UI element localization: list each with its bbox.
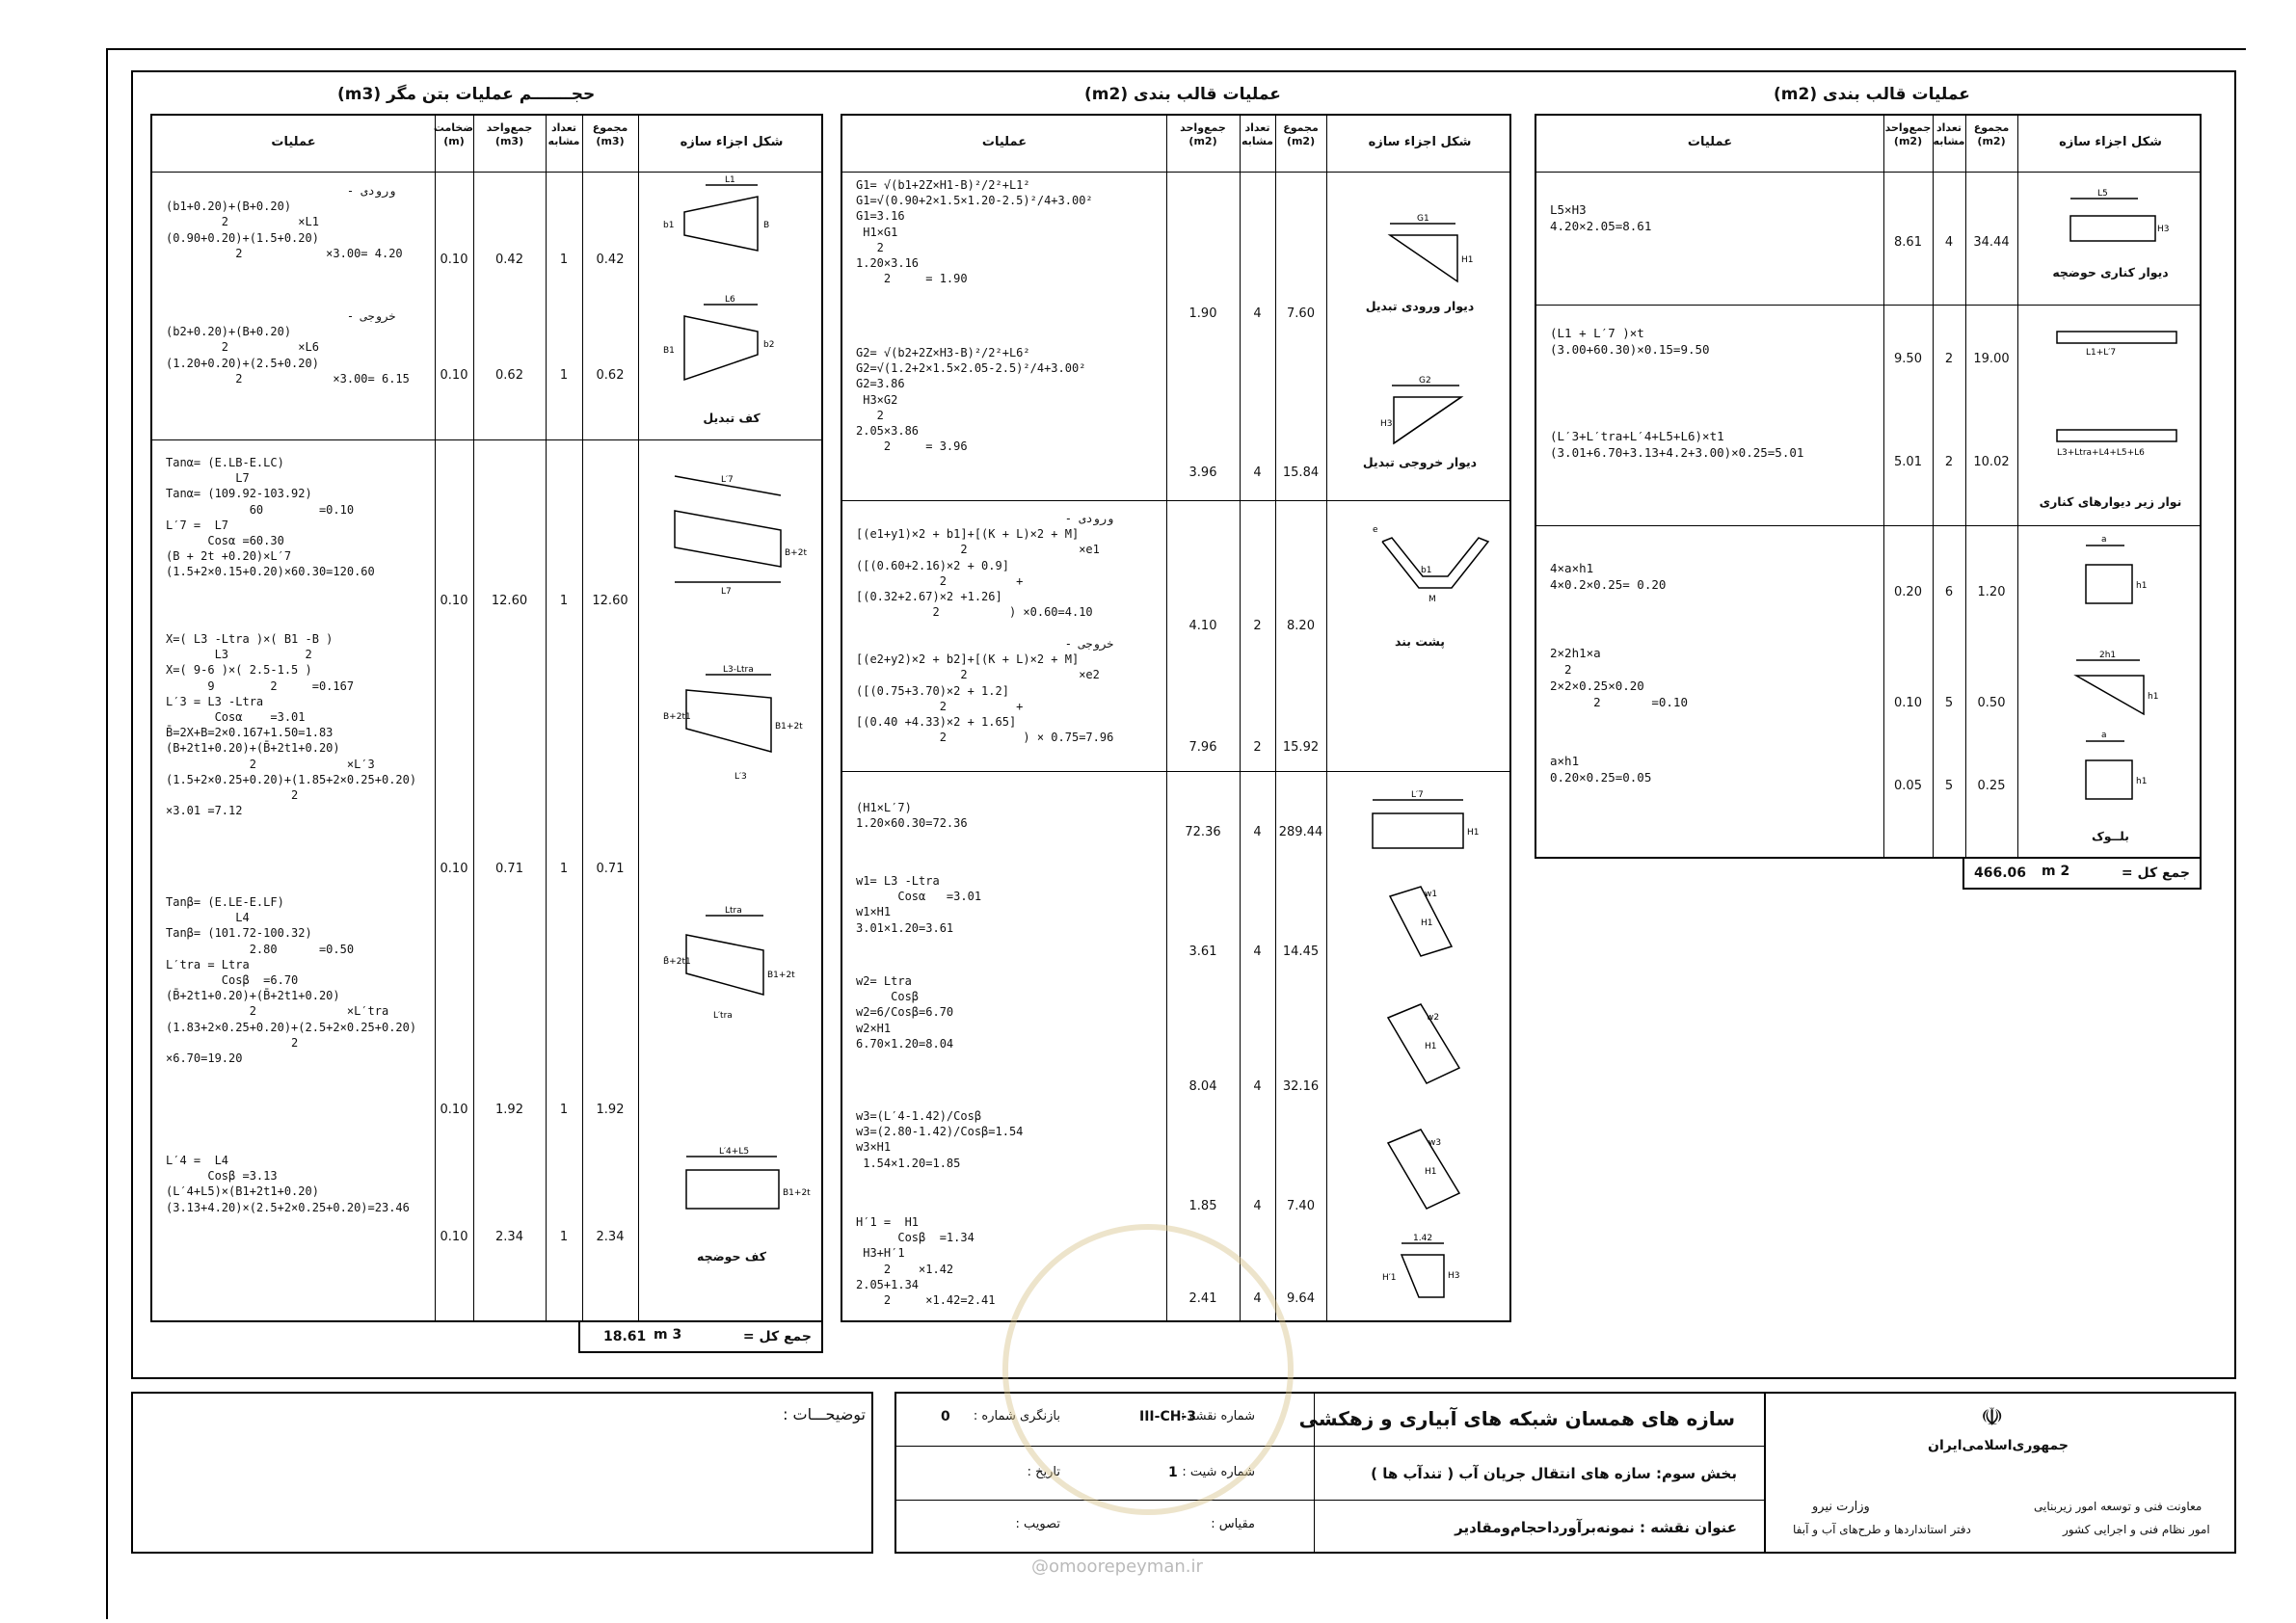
t3-r3-thk: 0.10 [440, 862, 468, 876]
section-value: بخش سوم: سازه های انتقال جریان آب ( تندآب ها ) [1371, 1465, 1737, 1482]
t3-r5-ops: L′4 = L4 Cosβ =3.13 (L′4+L5)×(B1+2t1+0.20) (3.13+4.20)×(2.5+2×0.25+0.20)=23.46 [166, 1154, 410, 1214]
t2-r8-total: 9.64 [1287, 1291, 1315, 1306]
svg-text:L3-Ltra: L3-Ltra [723, 665, 754, 675]
t1-r5-unit: 0.05 [1894, 779, 1922, 793]
t3-r5-unit: 2.34 [495, 1230, 523, 1244]
svg-text:a: a [2101, 535, 2107, 545]
t3-r5-total: 2.34 [596, 1230, 625, 1244]
t2-r6-total: 32.16 [1282, 1079, 1320, 1094]
svg-text:L1+L′7: L1+L′7 [2086, 348, 2117, 358]
t2-r7-total: 7.40 [1287, 1199, 1315, 1213]
emblem-icon: ☫ [1981, 1403, 2004, 1432]
t1-r0-count: 4 [1944, 235, 1954, 250]
t2-r6-shape [1382, 995, 1488, 1101]
t2-h-shape: شکل اجزاء سازه [1368, 135, 1472, 149]
t1-r0-shape [2057, 187, 2170, 254]
t2-r4-total: 289.44 [1278, 825, 1323, 839]
svg-text:B1+2t: B1+2t [783, 1188, 811, 1198]
t1-h-count: تعداد مشابه [1933, 121, 1965, 147]
watermark-stamp [1002, 1224, 1294, 1515]
t3-grand-value: 18.61 [603, 1329, 647, 1344]
t3-r3-total: 0.71 [596, 862, 625, 876]
t2-r5-shape [1382, 877, 1488, 973]
svg-text:b1: b1 [1421, 566, 1432, 575]
ministry-name: وزارت نیرو [1812, 1500, 1870, 1514]
svg-text:h1: h1 [2148, 692, 2159, 702]
t3-h-ops: عملیات [271, 135, 316, 149]
t2-r6-ops: w2= Ltra Cosβ w2=6/Cosβ=6.70 w2×H1 6.70×1.20=8.04 [856, 974, 954, 1051]
svg-text:2h1: 2h1 [2099, 651, 2117, 660]
t3-r4-count: 1 [559, 1103, 569, 1117]
svg-text:H3: H3 [2157, 225, 2170, 234]
t3-r4-total: 1.92 [596, 1103, 625, 1117]
t2-r1-count: 4 [1253, 466, 1262, 480]
t3-r1-unit: 0.62 [495, 368, 523, 383]
t3-r2-total: 12.60 [592, 594, 628, 608]
project-title: سازه های همسان شبکه های آبیاری و زهکشی [1298, 1407, 1735, 1430]
dept1-name: معاونت فنی و توسعه امور زیربنایی [2034, 1500, 2203, 1513]
t2-r6-unit: 8.04 [1188, 1079, 1217, 1094]
svg-text:B: B [763, 221, 770, 230]
t1-r5-count: 5 [1944, 779, 1954, 793]
svg-text:B1+2t: B1+2t [767, 971, 795, 980]
t3-r3-count: 1 [559, 862, 569, 876]
t2-r1-caption: دیوار خروجی تبدیل [1362, 455, 1478, 469]
svg-text:w2: w2 [1427, 1013, 1440, 1023]
t2-r2-caption: پشت بند [1394, 634, 1445, 649]
t1-r1-shape [2057, 326, 2192, 374]
t2-r5-unit: 3.61 [1188, 945, 1217, 959]
svg-text:a: a [2101, 731, 2107, 740]
t3-h-unit: جمع‌واحد (m3) [486, 121, 533, 147]
t1-r1-total: 19.00 [1973, 352, 2010, 366]
svg-text:L3+Ltra+L4+L5+L6: L3+Ltra+L4+L5+L6 [2057, 448, 2145, 458]
svg-text:b2: b2 [763, 340, 775, 350]
t2-r8-shape [1382, 1234, 1488, 1311]
t3-r2-ops: Tanα= (E.LB-E.LC) L7 Tanα= (109.92-103.92) 60 =0.10 L′7 = L7 Cosα =60.30 (B + 2t +0.20)×L′7 (1.5+2×0.15+0.20)×60.30=120.60 [166, 456, 375, 579]
svg-text:w3: w3 [1428, 1138, 1442, 1148]
t1-r4-ops: 2×2h1×a 2 2×2×0.25×0.20 2 =0.10 [1550, 646, 1688, 709]
t1-h-shape: شکل اجزاء سازه [2059, 135, 2162, 149]
svg-text:L6: L6 [725, 295, 735, 305]
svg-text:H1: H1 [1425, 1042, 1437, 1051]
t3-r2-count: 1 [559, 594, 569, 608]
t1-r4-unit: 0.10 [1894, 696, 1922, 710]
t1-r3-count: 6 [1944, 585, 1954, 599]
t3-r4-thk: 0.10 [440, 1103, 468, 1117]
t2-r0-ops: G1= √(b1+2Z×H1-B)²/2²+L1² G1=√(0.90+2×1.5×1.20-2.5)²/4+3.00² G1=3.16 H1×G1 2 1.20×3.16 2 = 1.90 [856, 178, 1093, 286]
svg-text:H3: H3 [1380, 419, 1393, 429]
t3-r0-total: 0.42 [596, 253, 625, 267]
svg-text:H3: H3 [1448, 1271, 1460, 1281]
approval-label: تصویب : [1015, 1517, 1060, 1531]
t1-r4-total: 0.50 [1977, 696, 2006, 710]
t2-r4-ops: (H1×L′7) 1.20×60.30=72.36 [856, 801, 968, 831]
t1-r0-caption: دیوار کناری حوضچه [2052, 265, 2169, 279]
t1-r3-unit: 0.20 [1894, 585, 1922, 599]
watermark-text: @omoorepeyman.ir [1031, 1556, 1203, 1577]
sheet-no-value: 1 [1168, 1465, 1178, 1480]
t3-r3-unit: 0.71 [495, 862, 523, 876]
t2-title: عملیات قالب بندی (m2) [1084, 85, 1281, 104]
t3-r0-thk: 0.10 [440, 253, 468, 267]
svg-text:H1: H1 [1421, 918, 1433, 928]
t2-r0-count: 4 [1253, 306, 1262, 321]
t3-h-shape: شکل اجزاء سازه [680, 135, 784, 149]
t1-h-unit: جمع‌واحد (m2) [1884, 121, 1932, 147]
t2-r7-unit: 1.85 [1188, 1199, 1217, 1213]
t2-h-ops: عملیات [981, 135, 1028, 149]
t2-r7-ops: w3=(L′4-1.42)/Cosβ w3=(2.80-1.42)/Cosβ=1.54 w3×H1 1.54×1.20=1.85 [856, 1109, 1024, 1170]
t3-r1-total: 0.62 [596, 368, 625, 383]
svg-text:H1: H1 [1467, 828, 1480, 838]
svg-text:L′3: L′3 [734, 772, 747, 782]
t2-r0-unit: 1.90 [1188, 306, 1217, 321]
t2-r2-unit: 4.10 [1188, 619, 1217, 633]
drawing-title: عنوان نقشه : نمونه‌برآورداحجام‌ومقادیر [1455, 1519, 1737, 1536]
svg-text:G1: G1 [1417, 214, 1429, 224]
svg-text:L′tra: L′tra [713, 1011, 733, 1021]
t3-r1-thk: 0.10 [440, 368, 468, 383]
t1-r2-count: 2 [1944, 455, 1954, 469]
t1-r2-total: 10.02 [1973, 455, 2010, 469]
t2-r3-unit: 7.96 [1188, 740, 1217, 755]
svg-text:h1: h1 [2136, 777, 2148, 786]
svg-text:h1: h1 [2136, 581, 2148, 591]
t1-r3-shape [2076, 532, 2153, 619]
t1-r5-ops: a×h1 0.20×0.25=0.05 [1550, 754, 1652, 785]
t3-r2-shape [663, 463, 808, 598]
t2-r0-caption: دیوار ورودی تبدیل [1365, 299, 1475, 313]
t1-r4-count: 5 [1944, 696, 1954, 710]
t1-h-total: مجموع (m2) [1973, 121, 2010, 147]
t3-r2-thk: 0.10 [440, 594, 468, 608]
t2-r4-count: 4 [1253, 825, 1262, 839]
t2-r4-unit: 72.36 [1185, 825, 1221, 839]
t1-r2-shape [2057, 424, 2202, 472]
dept2-name: امور نظام فنی و اجرایی کشور [2063, 1523, 2210, 1536]
revision-value: 0 [941, 1409, 950, 1424]
t3-r1-count: 1 [559, 368, 569, 383]
t3-r5-count: 1 [559, 1230, 569, 1244]
svg-text:e: e [1373, 525, 1378, 535]
t2-r2-ops: - ورودی [(e1+y1)×2 + b1]+[(K + L)×2 + M] 2 ×e1 ([(0.60+2.16)×2 + 0.9] 2 + [(0.32+2.67)×2 +1.26] 2 ) ×0.60=4.10 [856, 512, 1114, 620]
svg-text:B1: B1 [663, 346, 675, 356]
t2-r3-ops: - خروجی [(e2+y2)×2 + b2]+[(K + L)×2 + M] 2 ×e2 ([(0.75+3.70)×2 + 1.2] 2 + [(0.40 +4.33)×2 + 1.65] 2 ) × 0.75=7.96 [856, 637, 1114, 745]
svg-text:H1: H1 [1461, 255, 1474, 265]
t1-r0-total: 34.44 [1973, 235, 2010, 250]
svg-text:w1: w1 [1425, 890, 1438, 899]
svg-text:L5: L5 [2097, 189, 2108, 199]
t3-h-count: تعداد مشابه [547, 121, 580, 147]
t2-r0-total: 7.60 [1287, 306, 1315, 321]
t3-r0-shape [663, 175, 788, 262]
t3-r3-ops: X=( L3 -Ltra )×( B1 -B ) L3 2 X=( 9-6 )×( 2.5-1.5 ) 9 2 =0.167 L′3 = L3 -Ltra Cosα =3.01 B̄=2X+B=2×0.167+1.50=1.83 (B+2t1+0.20)+(B̄+2t1+0.20) 2 ×L′3 (1.5+2×0.25+0.20)+(1.85+2×0.25+0.20) 2 ×3.01 =7.12 [166, 632, 417, 818]
t3-r2-unit: 12.60 [491, 594, 528, 608]
svg-text:B̄+2t1: B̄+2t1 [663, 957, 691, 967]
t1-title: عملیات قالب بندی (m2) [1774, 85, 1970, 104]
svg-text:G2: G2 [1419, 376, 1431, 386]
t1-grand-label: جمع کل = [2121, 865, 2190, 881]
t3-grand-total [578, 1320, 823, 1353]
project-divider-h2 [894, 1500, 1766, 1501]
t2-r2-count: 2 [1253, 619, 1262, 633]
t2-r8-count: 4 [1253, 1291, 1262, 1306]
t3-h-thk: ضخامت (m) [433, 121, 473, 147]
svg-text:b1: b1 [663, 221, 675, 230]
t2-r3-total: 15.92 [1282, 740, 1320, 755]
t3-grand-unit: m 3 [654, 1327, 682, 1343]
t1-r5-shape [2076, 728, 2153, 814]
svg-text:H′1: H′1 [1382, 1273, 1397, 1283]
t1-r5-total: 0.25 [1977, 779, 2006, 793]
t1-r1-unit: 9.50 [1894, 352, 1922, 366]
office-name: دفتر استانداردها و طرح‌های آب و آبفا [1793, 1523, 1971, 1536]
map-no-value: III-CH-3 [1139, 1409, 1196, 1424]
svg-text:L′7: L′7 [721, 475, 734, 485]
t1-table [1535, 114, 2202, 859]
t1-r2-ops: (L′3+L′tra+L′4+L5+L6)×t1 (3.01+6.70+3.13+4.2+3.00)×0.25=5.01 [1550, 429, 1804, 460]
t2-r1-total: 15.84 [1282, 466, 1320, 480]
svg-text:1.42: 1.42 [1413, 1234, 1433, 1243]
t1-grand-total [1962, 857, 2202, 890]
t3-r4-shape [663, 906, 808, 1031]
t1-r0-unit: 8.61 [1894, 235, 1922, 250]
svg-text:B+2t: B+2t [785, 548, 807, 558]
country-name: جمهوری‌اسلامی‌ایران [1928, 1438, 2069, 1453]
project-divider-v [1314, 1392, 1315, 1554]
t1-r1-ops: (L1 + L′7 )×t (3.00+60.30)×0.15=9.50 [1550, 326, 1710, 357]
t2-r5-total: 14.45 [1282, 945, 1320, 959]
t1-r2-unit: 5.01 [1894, 455, 1922, 469]
sheet-no-label: شماره شیت : [1182, 1465, 1255, 1479]
svg-text:M: M [1428, 595, 1436, 604]
date-label: تاریخ : [1027, 1465, 1060, 1479]
t3-r0-ops: - ورودی (b1+0.20)+(B+0.20) 2 ×L1 (0.90+0.20)+(1.5+0.20) 2 ×3.00= 4.20 [166, 184, 403, 260]
t2-r1-ops: G2= √(b2+2Z×H3-B)²/2²+L6² G2=√(1.2+2×1.5×2.05-2.5)²/4+3.00² G2=3.86 H3×G2 2 2.05×3.86 2 = 3.96 [856, 346, 1086, 454]
svg-text:H1: H1 [1425, 1167, 1437, 1177]
t3-r0-unit: 0.42 [495, 253, 523, 267]
t3-r4-unit: 1.92 [495, 1103, 523, 1117]
t2-r3-count: 2 [1253, 740, 1262, 755]
t2-r7-shape [1382, 1118, 1488, 1224]
t1-r1-count: 2 [1944, 352, 1954, 366]
svg-text:B+2t1: B+2t1 [663, 712, 691, 722]
notes-label: توضیحـــات : [783, 1405, 866, 1423]
t3-r1-caption: کف تبدیل [703, 411, 761, 425]
t3-r5-thk: 0.10 [440, 1230, 468, 1244]
t1-r3-total: 1.20 [1977, 585, 2006, 599]
t2-r0-shape [1382, 212, 1488, 289]
svg-text:L′4+L5: L′4+L5 [719, 1147, 750, 1157]
t1-h-ops: عملیات [1687, 135, 1733, 149]
t2-r1-unit: 3.96 [1188, 466, 1217, 480]
t1-grand-value: 466.06 [1974, 865, 2027, 881]
t1-r3-ops: 4×a×h1 4×0.2×0.25= 0.20 [1550, 561, 1667, 592]
t3-r5-caption: کف حوضچه [696, 1249, 767, 1264]
t2-h-unit: جمع‌واحد (m2) [1180, 121, 1226, 147]
t2-r6-count: 4 [1253, 1079, 1262, 1094]
t2-r2-total: 8.20 [1287, 619, 1315, 633]
svg-text:L7: L7 [721, 587, 732, 597]
t3-table [150, 114, 823, 1322]
svg-text:L1: L1 [725, 175, 735, 185]
t3-r0-count: 1 [559, 253, 569, 267]
t1-r0-ops: L5×H3 4.20×2.05=8.61 [1550, 202, 1652, 233]
t1-r2-caption: نوار زیر دیوارهای کناری [2039, 494, 2182, 509]
t3-r4-ops: Tanβ= (E.LE-E.LF) L4 Tanβ= (101.72-100.32) 2.80 =0.50 L′tra = Ltra Cosβ =6.70 (B̄+2t1+0.20)+(B̄+2t1+0.20) 2 ×L′tra (1.83+2×0.25+0.20)+(2.5+2×0.25+0.20) 2 ×6.70=19.20 [166, 895, 417, 1065]
t2-r1-shape [1382, 374, 1488, 451]
t3-title: حجـــــــم عملیات بتن مگر (m3) [337, 85, 596, 104]
t3-r5-shape [673, 1145, 811, 1222]
t3-grand-label: جمع کل = [742, 1329, 812, 1344]
t3-r1-shape [663, 295, 788, 391]
t2-r2-shape [1363, 513, 1508, 619]
t2-r7-count: 4 [1253, 1199, 1262, 1213]
svg-text:L′7: L′7 [1411, 790, 1424, 800]
t3-r3-shape [663, 665, 808, 790]
notes-box [131, 1392, 873, 1554]
map-no-label: شماره نقشه : [1181, 1409, 1255, 1423]
t2-r4-shape [1363, 790, 1498, 858]
t1-r5-caption: بلــوک [2092, 829, 2129, 843]
t1-r4-shape [2057, 651, 2163, 718]
t2-r5-count: 4 [1253, 945, 1262, 959]
svg-text:B1+2t: B1+2t [775, 722, 803, 732]
revision-label: بازنگری شماره : [973, 1409, 1060, 1423]
t3-r1-ops: - خروجی (b2+0.20)+(B+0.20) 2 ×L6 (1.20+0.20)+(2.5+0.20) 2 ×3.00= 6.15 [166, 309, 410, 386]
t2-r5-ops: w1= L3 -Ltra Cosα =3.01 w1×H1 3.01×1.20=3.61 [856, 874, 982, 935]
t3-h-total: مجموع (m3) [592, 121, 628, 147]
t2-r8-unit: 2.41 [1188, 1291, 1217, 1306]
t1-grand-unit: m 2 [2042, 864, 2070, 879]
t2-h-total: مجموع (m2) [1283, 121, 1319, 147]
t2-r8-ops: H′1 = H1 Cosβ =1.34 H3+H′1 2 ×1.42 2.05+1.34 2 ×1.42=2.41 [856, 1215, 996, 1307]
t2-h-count: تعداد مشابه [1241, 121, 1273, 147]
scale-label: مقیاس : [1211, 1517, 1255, 1531]
svg-text:Ltra: Ltra [725, 906, 742, 916]
t2-table [841, 114, 1511, 1322]
